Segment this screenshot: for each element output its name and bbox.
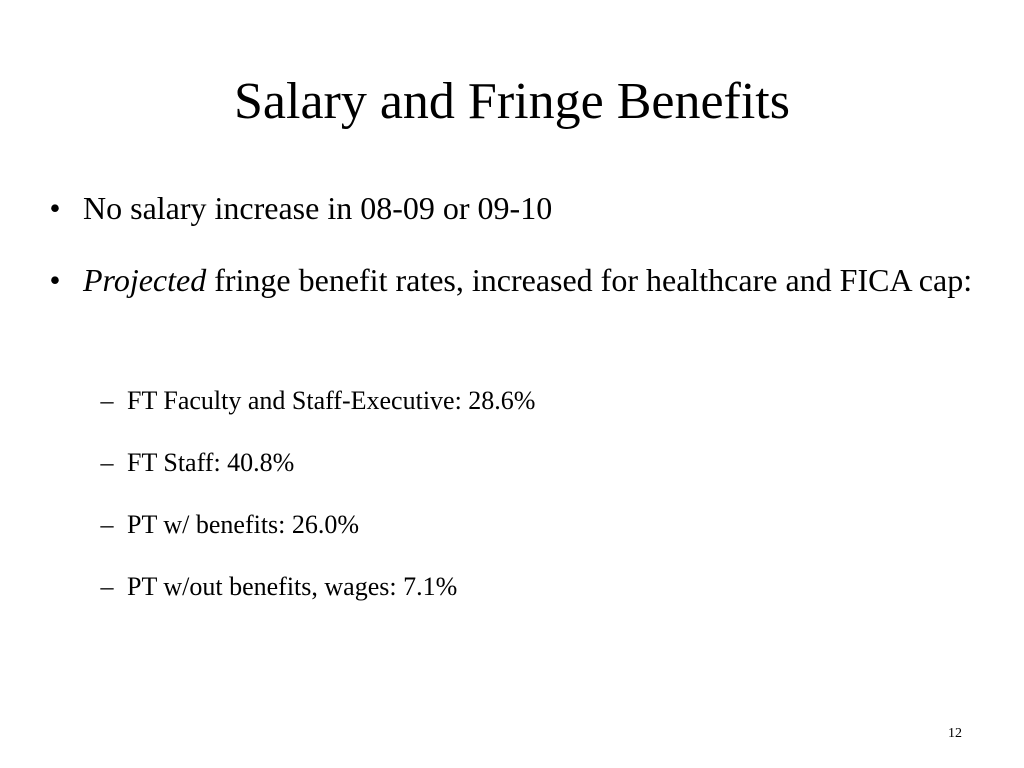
emphasis-text: Projected: [83, 262, 207, 298]
bullet-item: [40, 180, 980, 236]
sub-bullet-marker: –: [100, 510, 114, 539]
sub-bullet-text: PT w/ benefits: 26.0%: [127, 510, 360, 539]
bullet-item: [40, 252, 980, 308]
sub-bullet-marker: –: [100, 572, 114, 601]
bullet-marker: •: [49, 262, 61, 298]
slide-number: 12: [948, 726, 962, 741]
sub-bullet-marker: –: [100, 386, 114, 415]
sub-bullet-item: [96, 505, 976, 545]
sub-bullet-text: FT Staff: 40.8%: [127, 448, 295, 477]
sub-bullet-item: [96, 567, 976, 607]
bullet-text-rest: fringe benefit rates, increased for healthcare and FICA cap:: [206, 262, 973, 298]
sub-bullet-item: [96, 381, 976, 421]
sub-bullet-text: FT Faculty and Staff-Executive: 28.6%: [127, 386, 536, 415]
bullet-text: [83, 252, 980, 308]
sub-bullet-text: PT w/out benefits, wages: 7.1%: [127, 572, 458, 601]
bullet-marker: •: [49, 190, 61, 226]
slide-title: Salary and Fringe Benefits: [234, 73, 790, 130]
bullet-text: No salary increase in 08-09 or 09-10: [83, 190, 553, 226]
sub-bullet-item: [96, 443, 976, 483]
sub-bullet-marker: –: [100, 448, 114, 477]
